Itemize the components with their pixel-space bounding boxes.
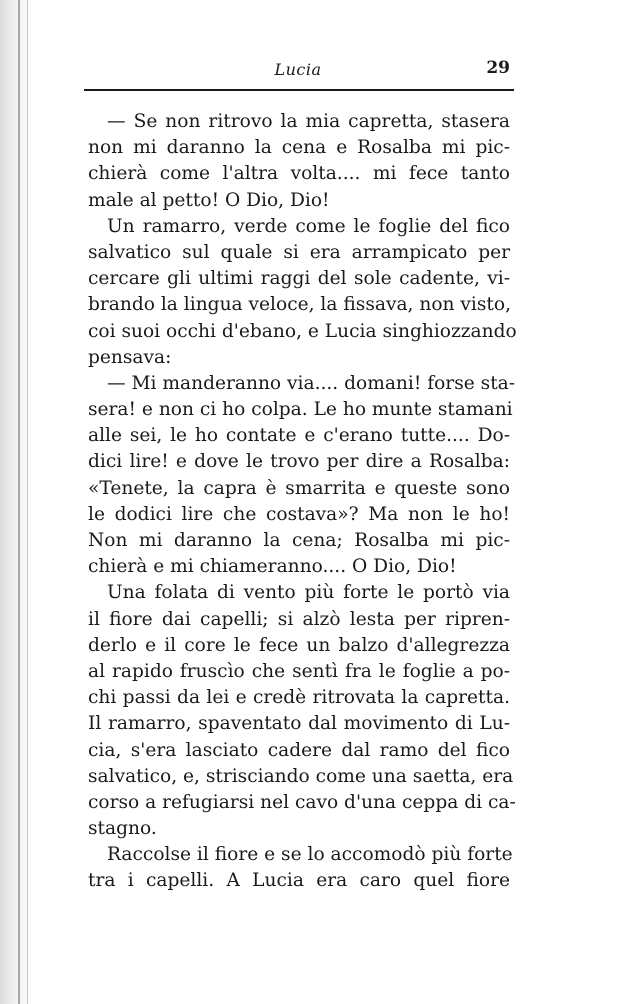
page-binding-edge <box>0 0 34 1004</box>
text-line: chierà come l'altra volta.... mi fece tanto <box>88 163 510 185</box>
text-line: dici lire! e dove le trovo per dire a Rosalba: <box>88 451 510 473</box>
page-number: 29 <box>486 58 510 78</box>
binding-shadow-line <box>27 0 28 1004</box>
body-text <box>88 109 517 895</box>
text-line: tra i capelli. A Lucia era caro quel fiore <box>88 870 510 892</box>
text-line: cia, s'era lasciato cadere dal ramo del fico <box>88 739 510 761</box>
text-line: pensava: <box>88 346 172 368</box>
text-line: Il ramarro, spaventato dal movimento di Lu- <box>88 713 510 735</box>
text-line: — Se non ritrovo la mia capretta, stasera <box>107 111 510 132</box>
text-line: chi passi da lei e credè ritrovata la capretta. <box>88 687 510 709</box>
text-line: Un ramarro, verde come le foglie del fico <box>107 215 510 237</box>
text-line: Non mi daranno la cena; Rosalba mi pic- <box>88 530 510 551</box>
text-line: sera! e non ci ho colpa. Le ho munte stamani <box>88 399 513 421</box>
text-line: male al petto! O Dio, Dio! <box>88 189 330 211</box>
text-line: salvatico, e, strisciando come una saetta, era <box>88 765 514 787</box>
running-title: Lucia <box>274 60 322 79</box>
text-line: chierà e mi chiameranno.... O Dio, Dio! <box>88 556 457 578</box>
text-line: «Tenete, la capra è smarrita e queste sono <box>88 477 510 499</box>
text-line: non mi daranno la cena e Rosalba mi pic- <box>88 137 510 159</box>
page-header <box>84 56 512 84</box>
text-line: — Mi manderanno via.... domani! forse sta- <box>107 372 516 394</box>
text-line: derlo e il core le fece un balzo d'allegrezza <box>88 634 510 656</box>
text-line: Raccolse il fiore e se lo accomodò più forte <box>107 844 513 866</box>
text-line: salvatico sul quale si era arrampicato per <box>88 241 510 263</box>
binding-shadow-line <box>18 0 20 1004</box>
header-rule <box>84 89 514 91</box>
text-line: alle sei, le ho contate e c'erano tutte.... Do- <box>88 425 510 447</box>
text-line: stagno. <box>88 818 157 840</box>
text-line: le dodici lire che costava»? Ma non le ho! <box>88 503 510 525</box>
text-line: il fiore dai capelli; si alzò lesta per ripren- <box>88 608 510 630</box>
text-line: corso a refugiarsi nel cavo d'una ceppa di ca- <box>88 791 516 813</box>
text-line: brando la lingua veloce, la fissava, non visto, <box>88 294 511 316</box>
text-line: coi suoi occhi d'ebano, e Lucia singhiozzando <box>88 320 517 342</box>
text-line: Una folata di vento più forte le portò via <box>107 582 510 604</box>
text-line: cercare gli ultimi raggi del sole cadente, vi- <box>88 268 510 290</box>
text-line: al rapido fruscìo che sentì fra le foglie a po- <box>88 660 510 682</box>
